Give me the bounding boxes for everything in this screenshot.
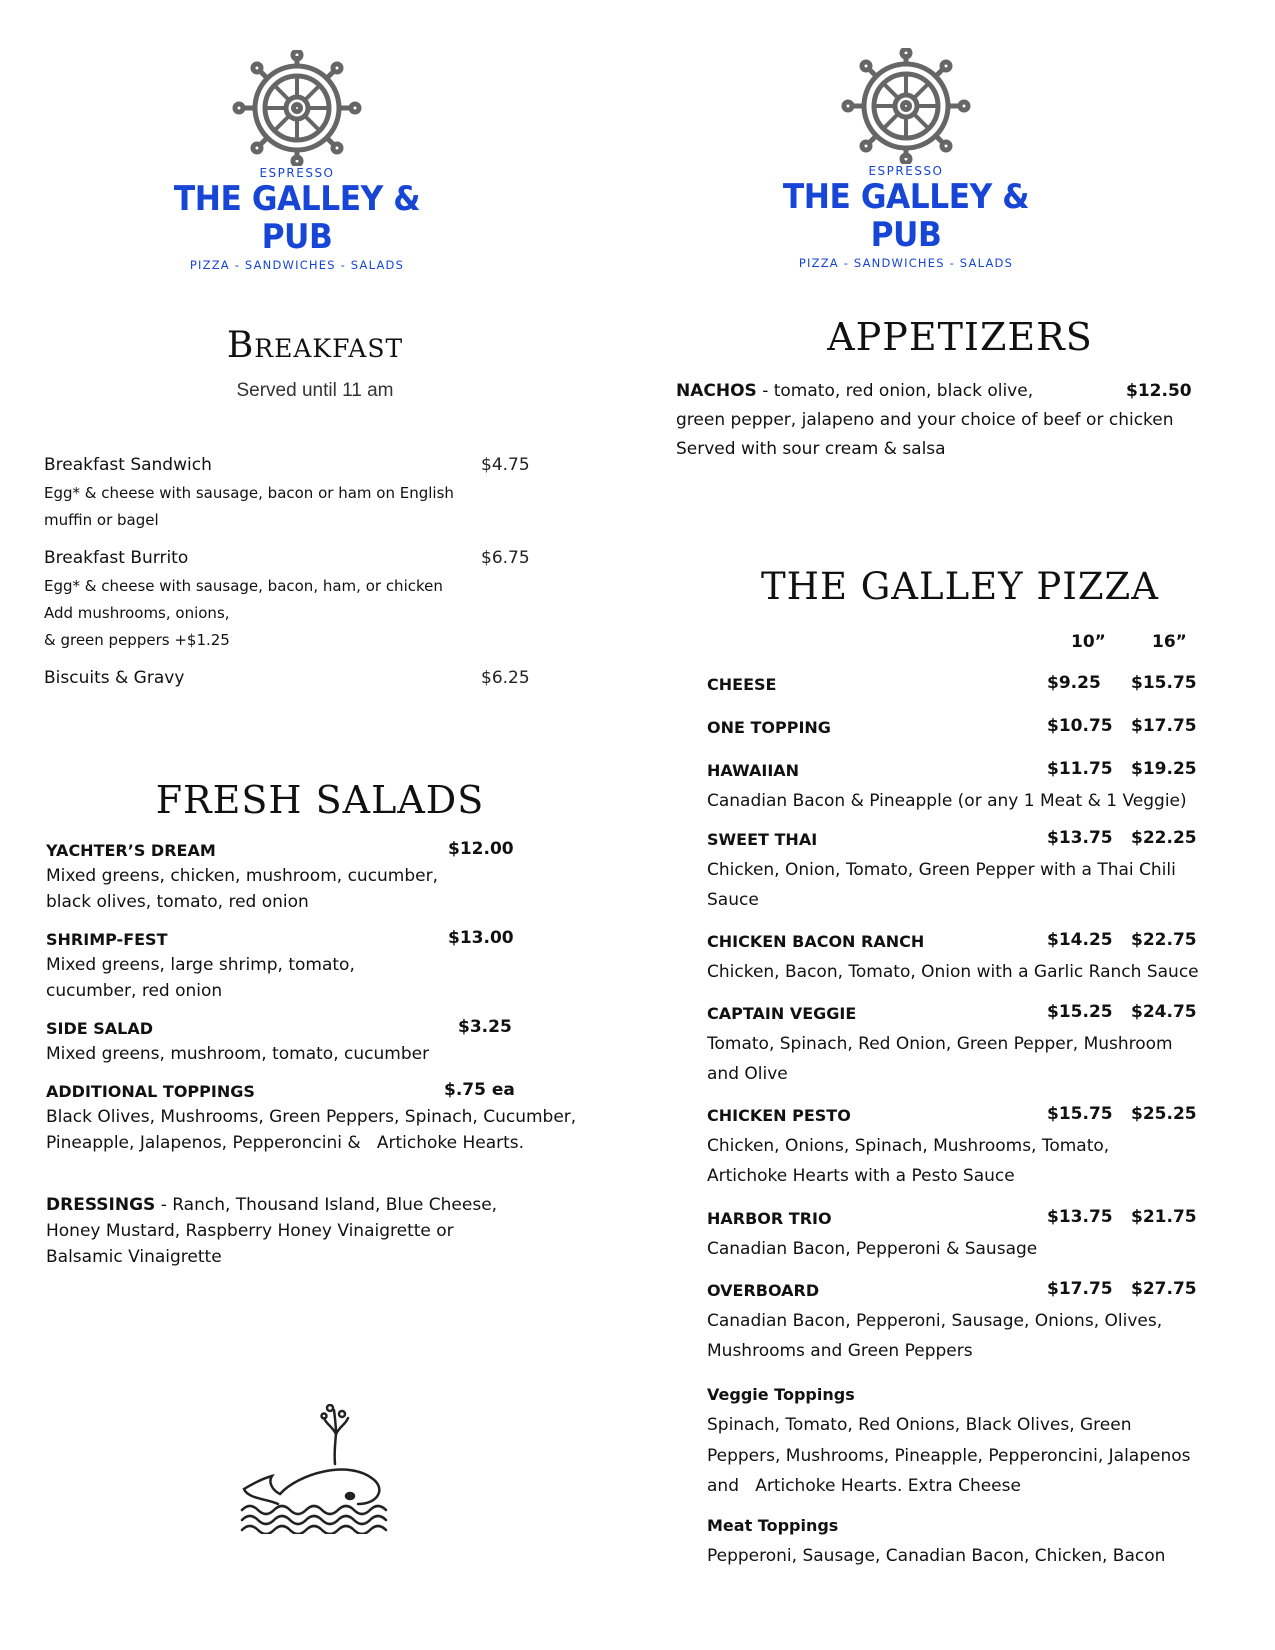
breakfast-item-name: Breakfast Sandwich [44, 455, 212, 475]
ship-wheel-icon [841, 48, 971, 164]
appetizers-title: APPETIZERS [827, 315, 1093, 359]
nachos-name: NACHOS [676, 381, 757, 401]
pizza-price-16: $25.25 [1131, 1104, 1197, 1124]
pizza-item-desc: Chicken, Bacon, Tomato, Onion with a Garlic Ranch Sauce [707, 962, 1199, 982]
pizza-price-10: $13.75 [1047, 1207, 1113, 1227]
pizza-item-desc: Canadian Bacon, Pepperoni & Sausage [707, 1239, 1038, 1259]
breakfast-item-desc: Egg* & cheese with sausage, bacon, ham, or chicken [44, 577, 443, 595]
pizza-item-desc: and Olive [707, 1064, 788, 1084]
pizza-item-name: ONE TOPPING [707, 718, 831, 737]
salad-item-desc: Mixed greens, large shrimp, tomato, [46, 955, 355, 975]
logo-tagline: PIZZA - SANDWICHES - SALADS [798, 256, 1014, 270]
dressings-text: Balsamic Vinaigrette [46, 1247, 222, 1267]
pizza-item-name: CHICKEN BACON RANCH [707, 932, 925, 951]
ship-wheel-icon [232, 50, 362, 166]
salad-item-name: YACHTER’S DREAM [46, 841, 216, 860]
salad-item-name: SIDE SALAD [46, 1019, 154, 1038]
salad-item-desc: Pineapple, Jalapenos, Pepperoncini & Artichoke Hearts. [46, 1133, 525, 1153]
pizza-item-desc: Chicken, Onions, Spinach, Mushrooms, Tomato, [707, 1136, 1110, 1156]
size-10-header: 10” [1071, 632, 1106, 652]
logo-name: THE GALLEY & PUB [173, 179, 421, 257]
whale-icon [238, 1404, 398, 1534]
salad-item-desc: cucumber, red onion [46, 981, 223, 1001]
breakfast-item-desc: Add mushrooms, onions, [44, 604, 230, 622]
breakfast-item-price: $4.75 [481, 455, 530, 475]
dressings-label: DRESSINGS [46, 1195, 156, 1215]
dressings-text: Honey Mustard, Raspberry Honey Vinaigrette or [46, 1221, 454, 1241]
logo-right [756, 48, 1056, 270]
dressings-line [46, 1192, 497, 1218]
pizza-item-desc: Chicken, Onion, Tomato, Green Pepper with a Thai Chili [707, 860, 1176, 880]
pizza-item-desc: Tomato, Spinach, Red Onion, Green Pepper, Mushroom [707, 1034, 1173, 1054]
salads-title: FRESH SALADS [155, 778, 485, 822]
nachos-desc: Served with sour cream & salsa [676, 439, 946, 459]
pizza-item-desc: Artichoke Hearts with a Pesto Sauce [707, 1166, 1015, 1186]
salad-item-price: $.75 ea [444, 1080, 515, 1100]
breakfast-item-desc: & green peppers +$1.25 [44, 631, 230, 649]
veggie-toppings-title: Veggie Toppings [707, 1385, 855, 1404]
pizza-price-10: $14.25 [1047, 930, 1113, 950]
pizza-price-16: $24.75 [1131, 1002, 1197, 1022]
pizza-item-name: OVERBOARD [707, 1281, 820, 1300]
nachos-price: $12.50 [1126, 381, 1192, 401]
nachos-desc: - tomato, red onion, black olive, [756, 381, 1034, 401]
dressings-text: - Ranch, Thousand Island, Blue Cheese, [155, 1195, 498, 1215]
pizza-price-10: $13.75 [1047, 828, 1113, 848]
pizza-price-16: $15.75 [1131, 673, 1197, 693]
nachos-line [676, 378, 1033, 404]
salad-item-price: $12.00 [448, 839, 514, 859]
pizza-price-16: $17.75 [1131, 716, 1197, 736]
salad-item-desc: Mixed greens, mushroom, tomato, cucumber [46, 1044, 430, 1064]
salad-item-desc: Mixed greens, chicken, mushroom, cucumber, [46, 866, 439, 886]
logo-tagline: PIZZA - SANDWICHES - SALADS [189, 258, 405, 272]
salad-item-desc: Black Olives, Mushrooms, Green Peppers, Spinach, Cucumber, [46, 1107, 577, 1127]
pizza-item-name: SWEET THAI [707, 830, 818, 849]
breakfast-item-price: $6.75 [481, 548, 530, 568]
pizza-item-desc: Canadian Bacon & Pineapple (or any 1 Meat & 1 Veggie) [707, 791, 1187, 811]
pizza-price-10: $17.75 [1047, 1279, 1113, 1299]
veggie-toppings-text: Spinach, Tomato, Red Onions, Black Olives, Green [707, 1415, 1132, 1435]
pizza-price-10: $15.75 [1047, 1104, 1113, 1124]
meat-toppings-title: Meat Toppings [707, 1516, 839, 1535]
pizza-price-10: $9.25 [1047, 673, 1101, 693]
logo-espresso: ESPRESSO [259, 166, 335, 180]
breakfast-subtitle: Served until 11 am [236, 380, 394, 401]
salad-item-desc: black olives, tomato, red onion [46, 892, 309, 912]
breakfast-item-desc: muffin or bagel [44, 511, 159, 529]
salad-item-name: ADDITIONAL TOPPINGS [46, 1082, 255, 1101]
pizza-price-16: $27.75 [1131, 1279, 1197, 1299]
breakfast-title: Breakfast [226, 325, 404, 366]
pizza-price-10: $10.75 [1047, 716, 1113, 736]
veggie-toppings-text: Peppers, Mushrooms, Pineapple, Pepperoncini, Jalapenos [707, 1446, 1191, 1466]
pizza-item-desc: Sauce [707, 890, 759, 910]
salad-item-price: $3.25 [458, 1017, 512, 1037]
pizza-price-10: $15.25 [1047, 1002, 1113, 1022]
logo-espresso: ESPRESSO [868, 164, 944, 178]
pizza-price-16: $19.25 [1131, 759, 1197, 779]
pizza-title: THE GALLEY PIZZA [761, 565, 1159, 608]
salad-item-price: $13.00 [448, 928, 514, 948]
size-16-header: 16” [1152, 632, 1187, 652]
pizza-item-name: CHEESE [707, 675, 777, 694]
pizza-price-16: $21.75 [1131, 1207, 1197, 1227]
breakfast-item-name: Biscuits & Gravy [44, 668, 185, 688]
salad-item-name: SHRIMP-FEST [46, 930, 168, 949]
breakfast-item-price: $6.25 [481, 668, 530, 688]
meat-toppings-text: Pepperoni, Sausage, Canadian Bacon, Chicken, Bacon [707, 1546, 1166, 1566]
pizza-item-name: HARBOR TRIO [707, 1209, 832, 1228]
pizza-item-name: CHICKEN PESTO [707, 1106, 851, 1125]
pizza-item-desc: Canadian Bacon, Pepperoni, Sausage, Onions, Olives, [707, 1311, 1163, 1331]
pizza-item-name: CAPTAIN VEGGIE [707, 1004, 857, 1023]
breakfast-item-name: Breakfast Burrito [44, 548, 189, 568]
pizza-item-desc: Mushrooms and Green Peppers [707, 1341, 973, 1361]
logo-left [147, 50, 447, 272]
veggie-toppings-text: and Artichoke Hearts. Extra Cheese [707, 1476, 1021, 1496]
nachos-desc: green pepper, jalapeno and your choice of beef or chicken [676, 410, 1174, 430]
breakfast-item-desc: Egg* & cheese with sausage, bacon or ham on English [44, 484, 454, 502]
pizza-price-10: $11.75 [1047, 759, 1113, 779]
pizza-item-name: HAWAIIAN [707, 761, 800, 780]
pizza-price-16: $22.25 [1131, 828, 1197, 848]
logo-name: THE GALLEY & PUB [782, 177, 1030, 255]
pizza-price-16: $22.75 [1131, 930, 1197, 950]
